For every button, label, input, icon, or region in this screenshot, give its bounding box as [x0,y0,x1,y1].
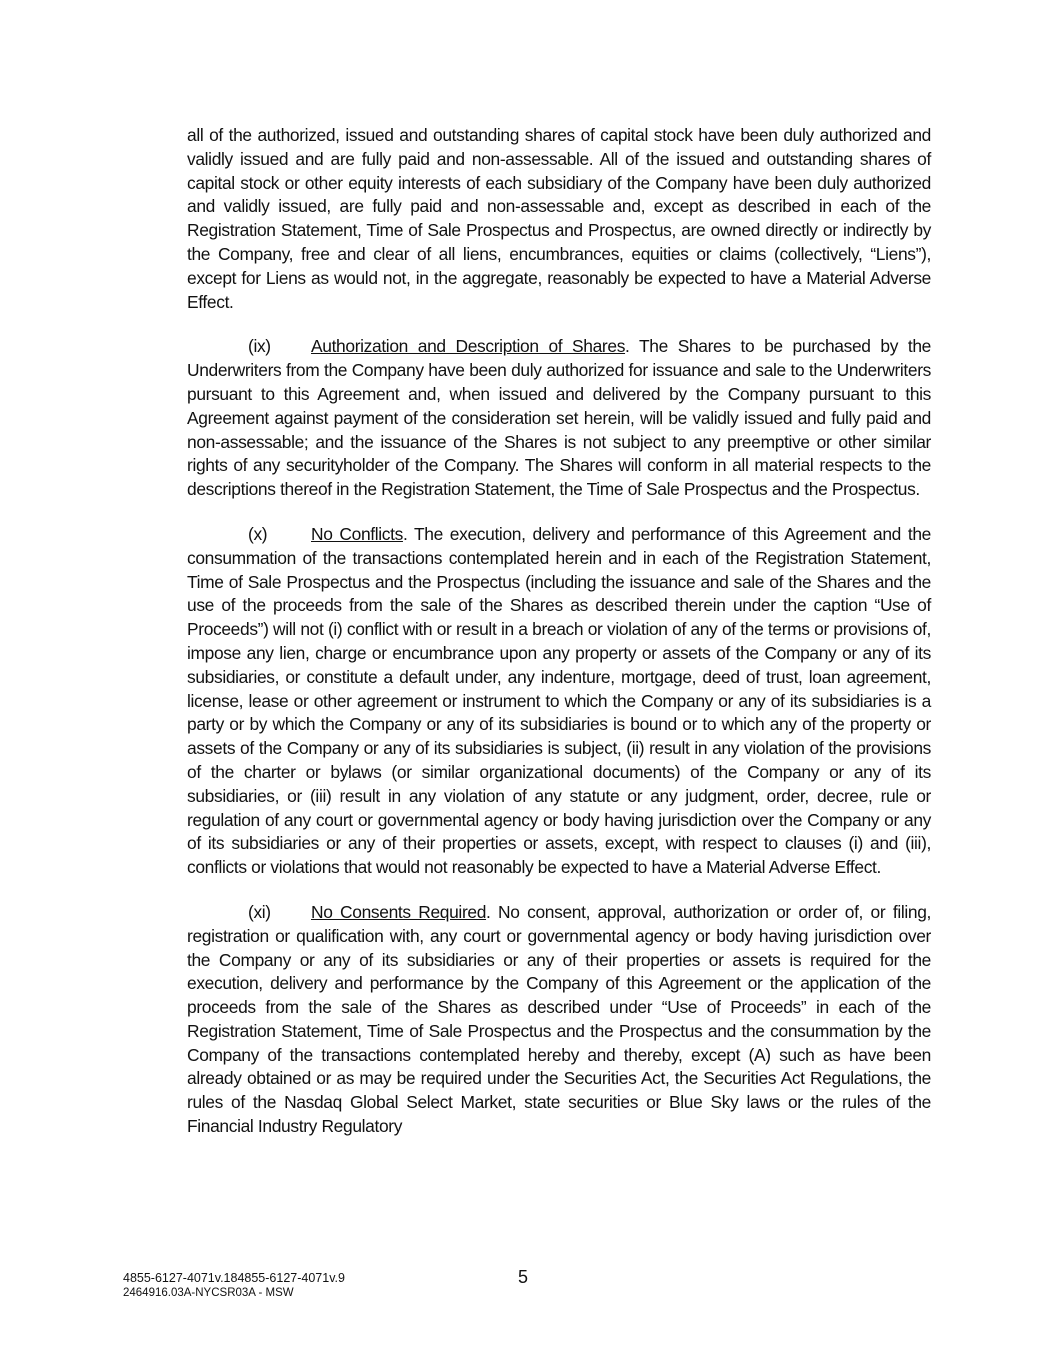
section-text: . The Shares to be purchased by the Underwriters from the Company have been duly authorized for issuance and sale to the Underwriters pursuant to this Agreement and, when issued and delivered by the Company pursuant to this Agreement against payment of the consideration set herein, will be validly issued and fully paid and non-assessable; and the issuance of the Shares is not subject to any preemptive or other similar rights of any securityholder of the Company. The Shares will conform in all material respects to the descriptions thereof in the Registration Statement, the Time of Sale Prospectus and the Prospectus. [187,336,931,500]
section-text: . The execution, delivery and performance of this Agreement and the consummation of the transactions contemplated herein and in each of the Registration Statement, Time of Sale Prospectus and the Prospectus (including the issuance and sale of the Shares and the use of the proceeds from the sale of the Shares as described therein under the caption “Use of Proceeds”) will not (i) conflict with or result in a breach or violation of any of the terms or provisions of, impose any lien, charge or encumbrance upon any property or assets of the Company or any of its subsidiaries, or constitute a default under, any indenture, mortgage, deed of trust, loan agreement, license, lease or other agreement or instrument to which the Company or any of its subsidiaries is a party or by which the Company or any of its subsidiaries is bound or to which any of the property or assets of the Company or any of its subsidiaries is subject, (ii) result in any violation of the provisions of the charter or bylaws (or similar organizational documents) of the Company or any of its subsidiaries, or (iii) result in any violation of any statute or any judgment, order, decree, rule or regulation of any court or governmental agency or body having jurisdiction over the Company or any of its subsidiaries or any of their properties or assets, except, with respect to clauses (i) and (iii), conflicts or violations that would not reasonably be expected to have a Material Adverse Effect. [187,523,932,878]
opening-paragraph: all of the authorized, issued and outstanding shares of capital stock have been duly authorized and validly issued and are fully paid and non-assessable. All of the issued and outstanding shares of capital stock or other equity interests of each subsidiary of the Company have been duly authorized and validly issued, are fully paid and non-assessable and, except as described in each of the Registration Statement, Time of Sale Prospectus and Prospectus, are owned directly or indirectly by the Company, free and clear of all liens, encumbrances, equities or claims (collectively, “Liens”), except for Liens as would not, in the aggregate, reasonably be expected to have a Material Adverse Effect. [187,125,931,312]
section-text: . No consent, approval, authorization or order of, or filing, registration or qualification with, any court or governmental agency or body having jurisdiction over the Company or any of its subsidiaries or any of their properties or assets is required for the execution, delivery and performance by the Company of this Agreement or the application of the proceeds from the sale of the Shares as described under “Use of Proceeds” in each of the Registration Statement, Time of Sale Prospectus and the Prospectus and the consummation by the Company of the transactions contemplated hereby and thereby, except (A) such as have been already obtained or as may be required under the Securities Act, the Securities Act Regulations, the rules of the Nasdaq Global Select Market, state securities or Blue Sky laws or the rules of the Financial Industry Regulatory [187,901,931,1137]
footer-doc-id-line2: 2464916.03A-NYCSR03A - MSW [123,1287,294,1299]
footer-doc-id-line1: 4855-6127-4071v.184855-6127-4071v.9 [123,1271,345,1285]
document-body [187,124,931,1160]
section-number: (x) [248,523,268,544]
section-title: No Consents Required [311,901,487,922]
section-number: (xi) [248,901,271,922]
section-x [187,523,931,880]
page-number: 5 [518,1267,529,1287]
footer-document-id [123,1271,345,1301]
section-number: (ix) [248,336,271,357]
section-title: Authorization and Description of Shares [311,336,626,357]
section-ix [187,335,931,502]
section-title: No Conflicts [311,523,403,544]
section-xi [187,901,931,1139]
